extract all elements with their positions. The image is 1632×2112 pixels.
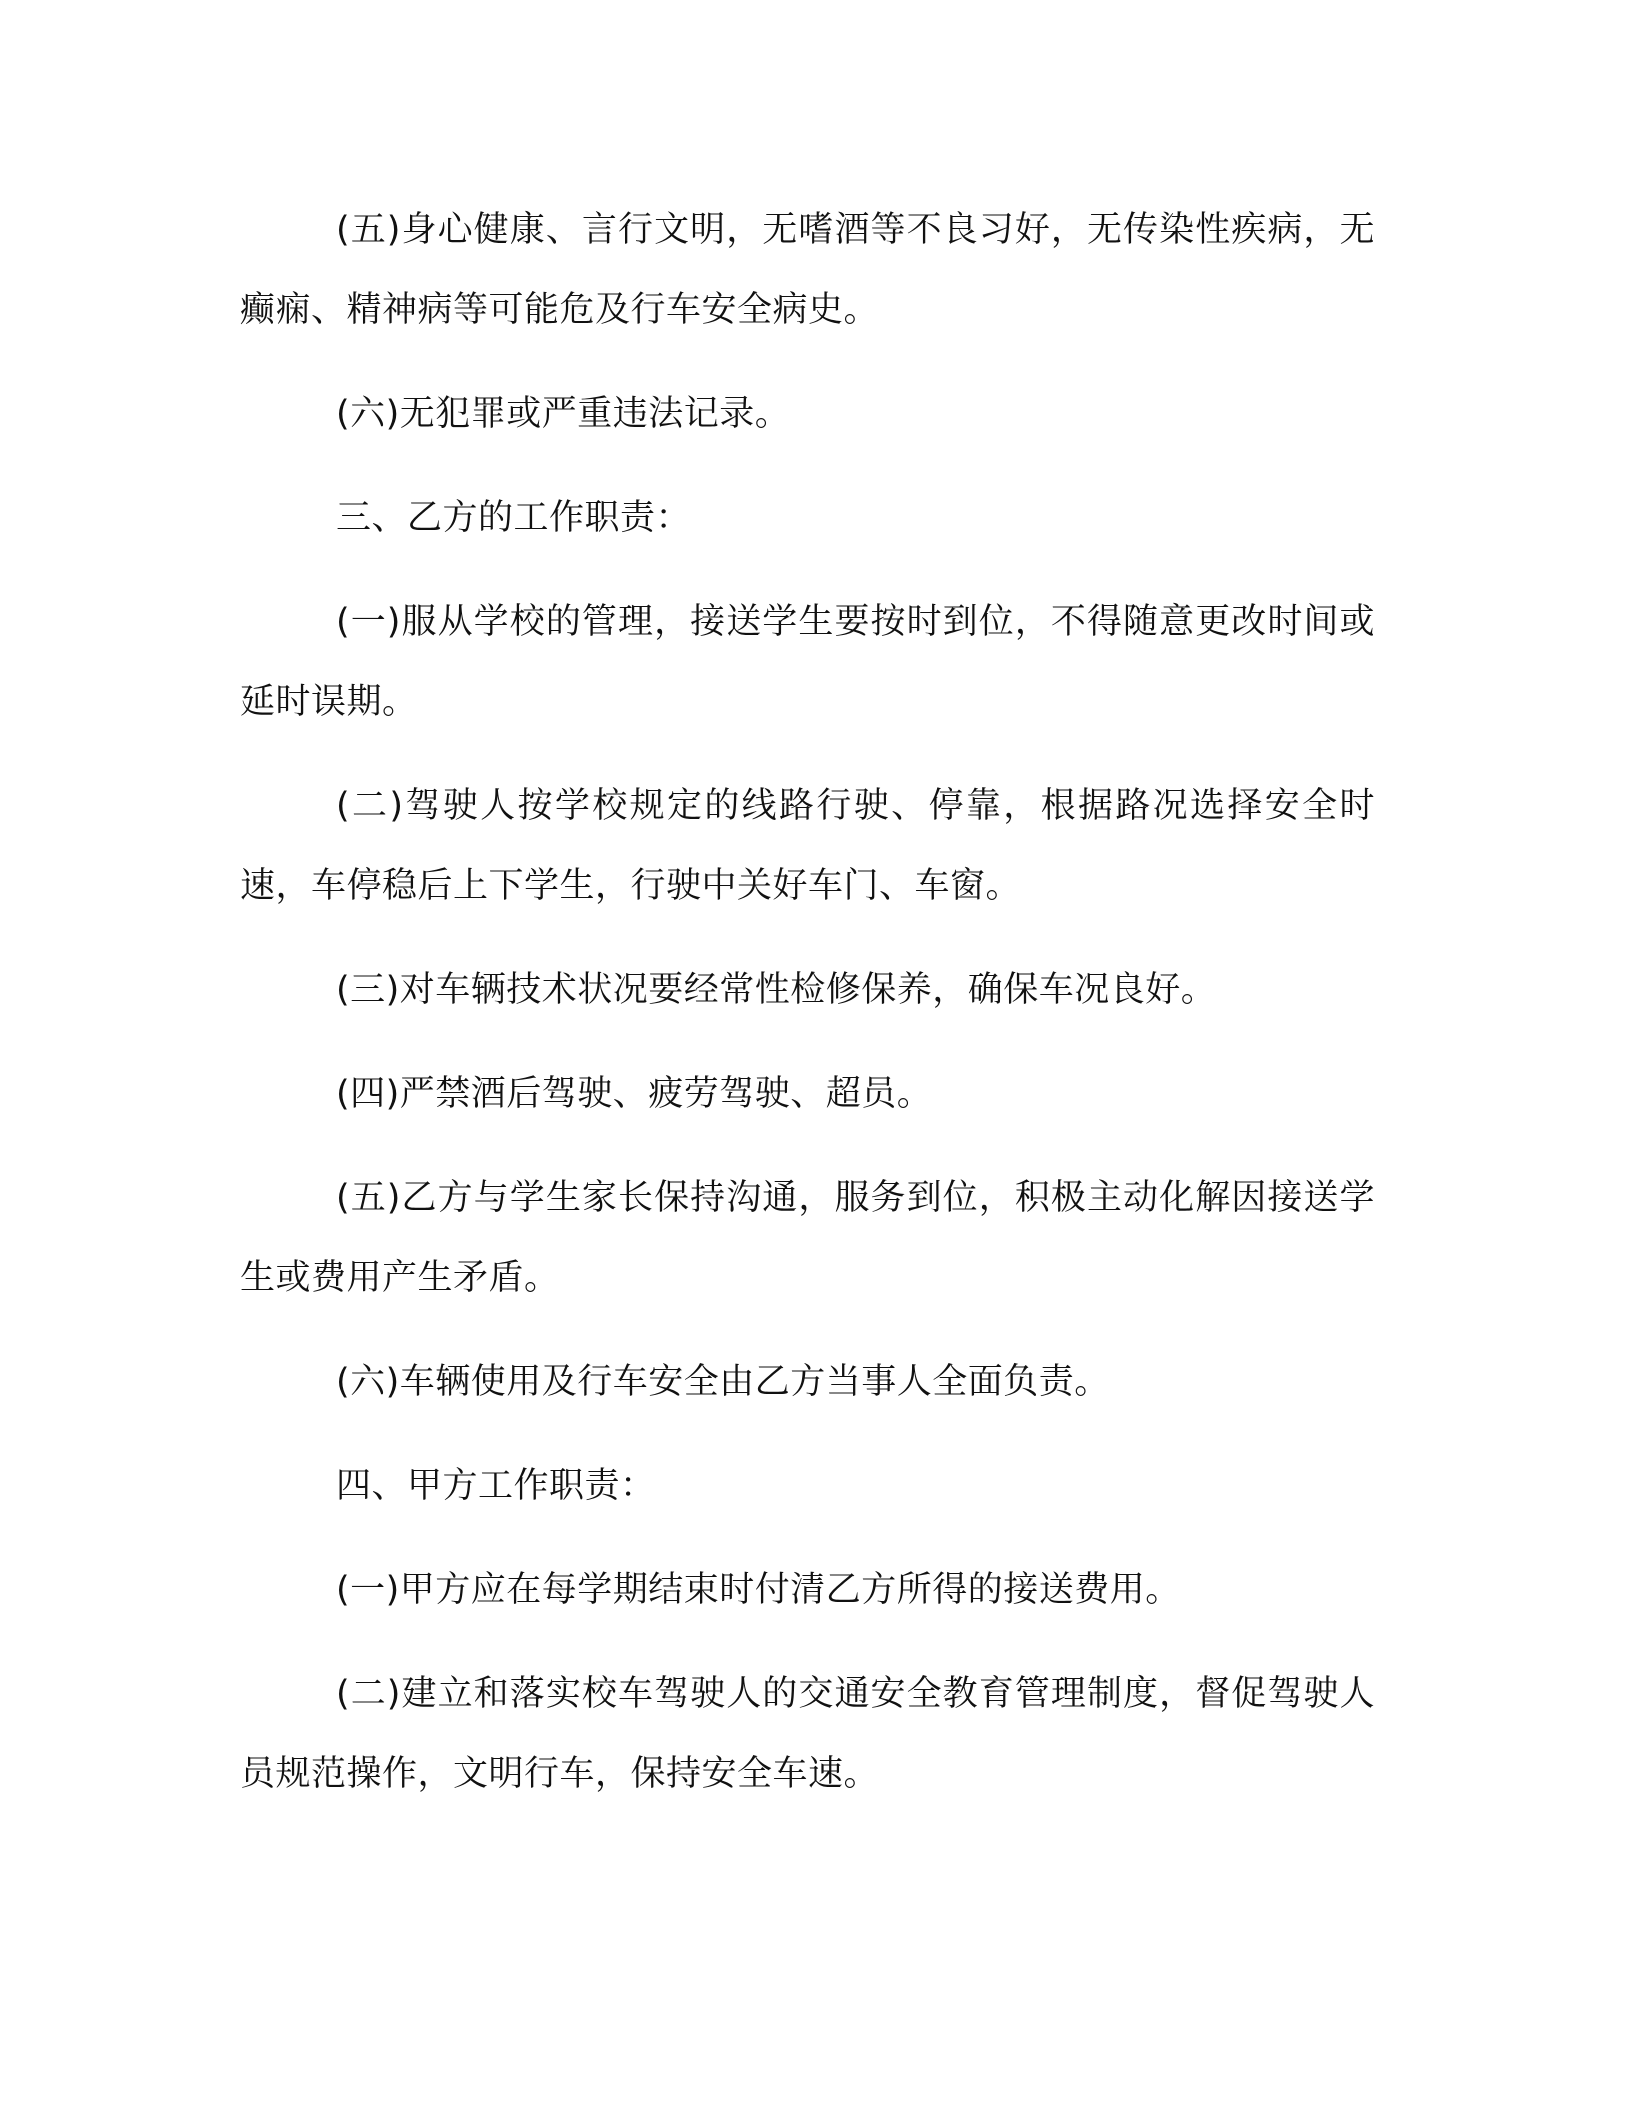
paragraph-party-b-duty-1: (一)服从学校的管理，接送学生要按时到位，不得随意更改时间或延时误期。 (240, 602, 1375, 722)
section-heading-party-a-duties: 四、甲方工作职责： (336, 1466, 656, 1506)
paragraph-party-a-duty-1: (一)甲方应在每学期结束时付清乙方所得的接送费用。 (336, 1570, 1181, 1610)
paragraph-party-b-duty-6: (六)车辆使用及行车安全由乙方当事人全面负责。 (336, 1362, 1110, 1402)
paragraph-party-b-duty-4: (四)严禁酒后驾驶、疲劳驾驶、超员。 (336, 1074, 933, 1114)
paragraph-requirement-6: (六)无犯罪或严重违法记录。 (336, 394, 791, 434)
paragraph-party-b-duty-3: (三)对车辆技术状况要经常性检修保养，确保车况良好。 (336, 970, 1217, 1010)
paragraph-party-b-duty-2: (二)驾驶人按学校规定的线路行驶、停靠，根据路况选择安全时速，车停稳后上下学生，行驶中关好车门、车窗。 (240, 786, 1375, 906)
section-heading-party-b-duties: 三、乙方的工作职责： (336, 498, 692, 538)
document-body (240, 190, 1375, 1814)
paragraph-requirement-5: (五)身心健康、言行文明，无嗜酒等不良习好，无传染性疾病，无癫痫、精神病等可能危及行车安全病史。 (240, 210, 1375, 330)
paragraph-party-b-duty-5: (五)乙方与学生家长保持沟通，服务到位，积极主动化解因接送学生或费用产生矛盾。 (240, 1178, 1375, 1298)
paragraph-party-a-duty-2: (二)建立和落实校车驾驶人的交通安全教育管理制度，督促驾驶人员规范操作，文明行车，保持安全车速。 (240, 1674, 1375, 1794)
